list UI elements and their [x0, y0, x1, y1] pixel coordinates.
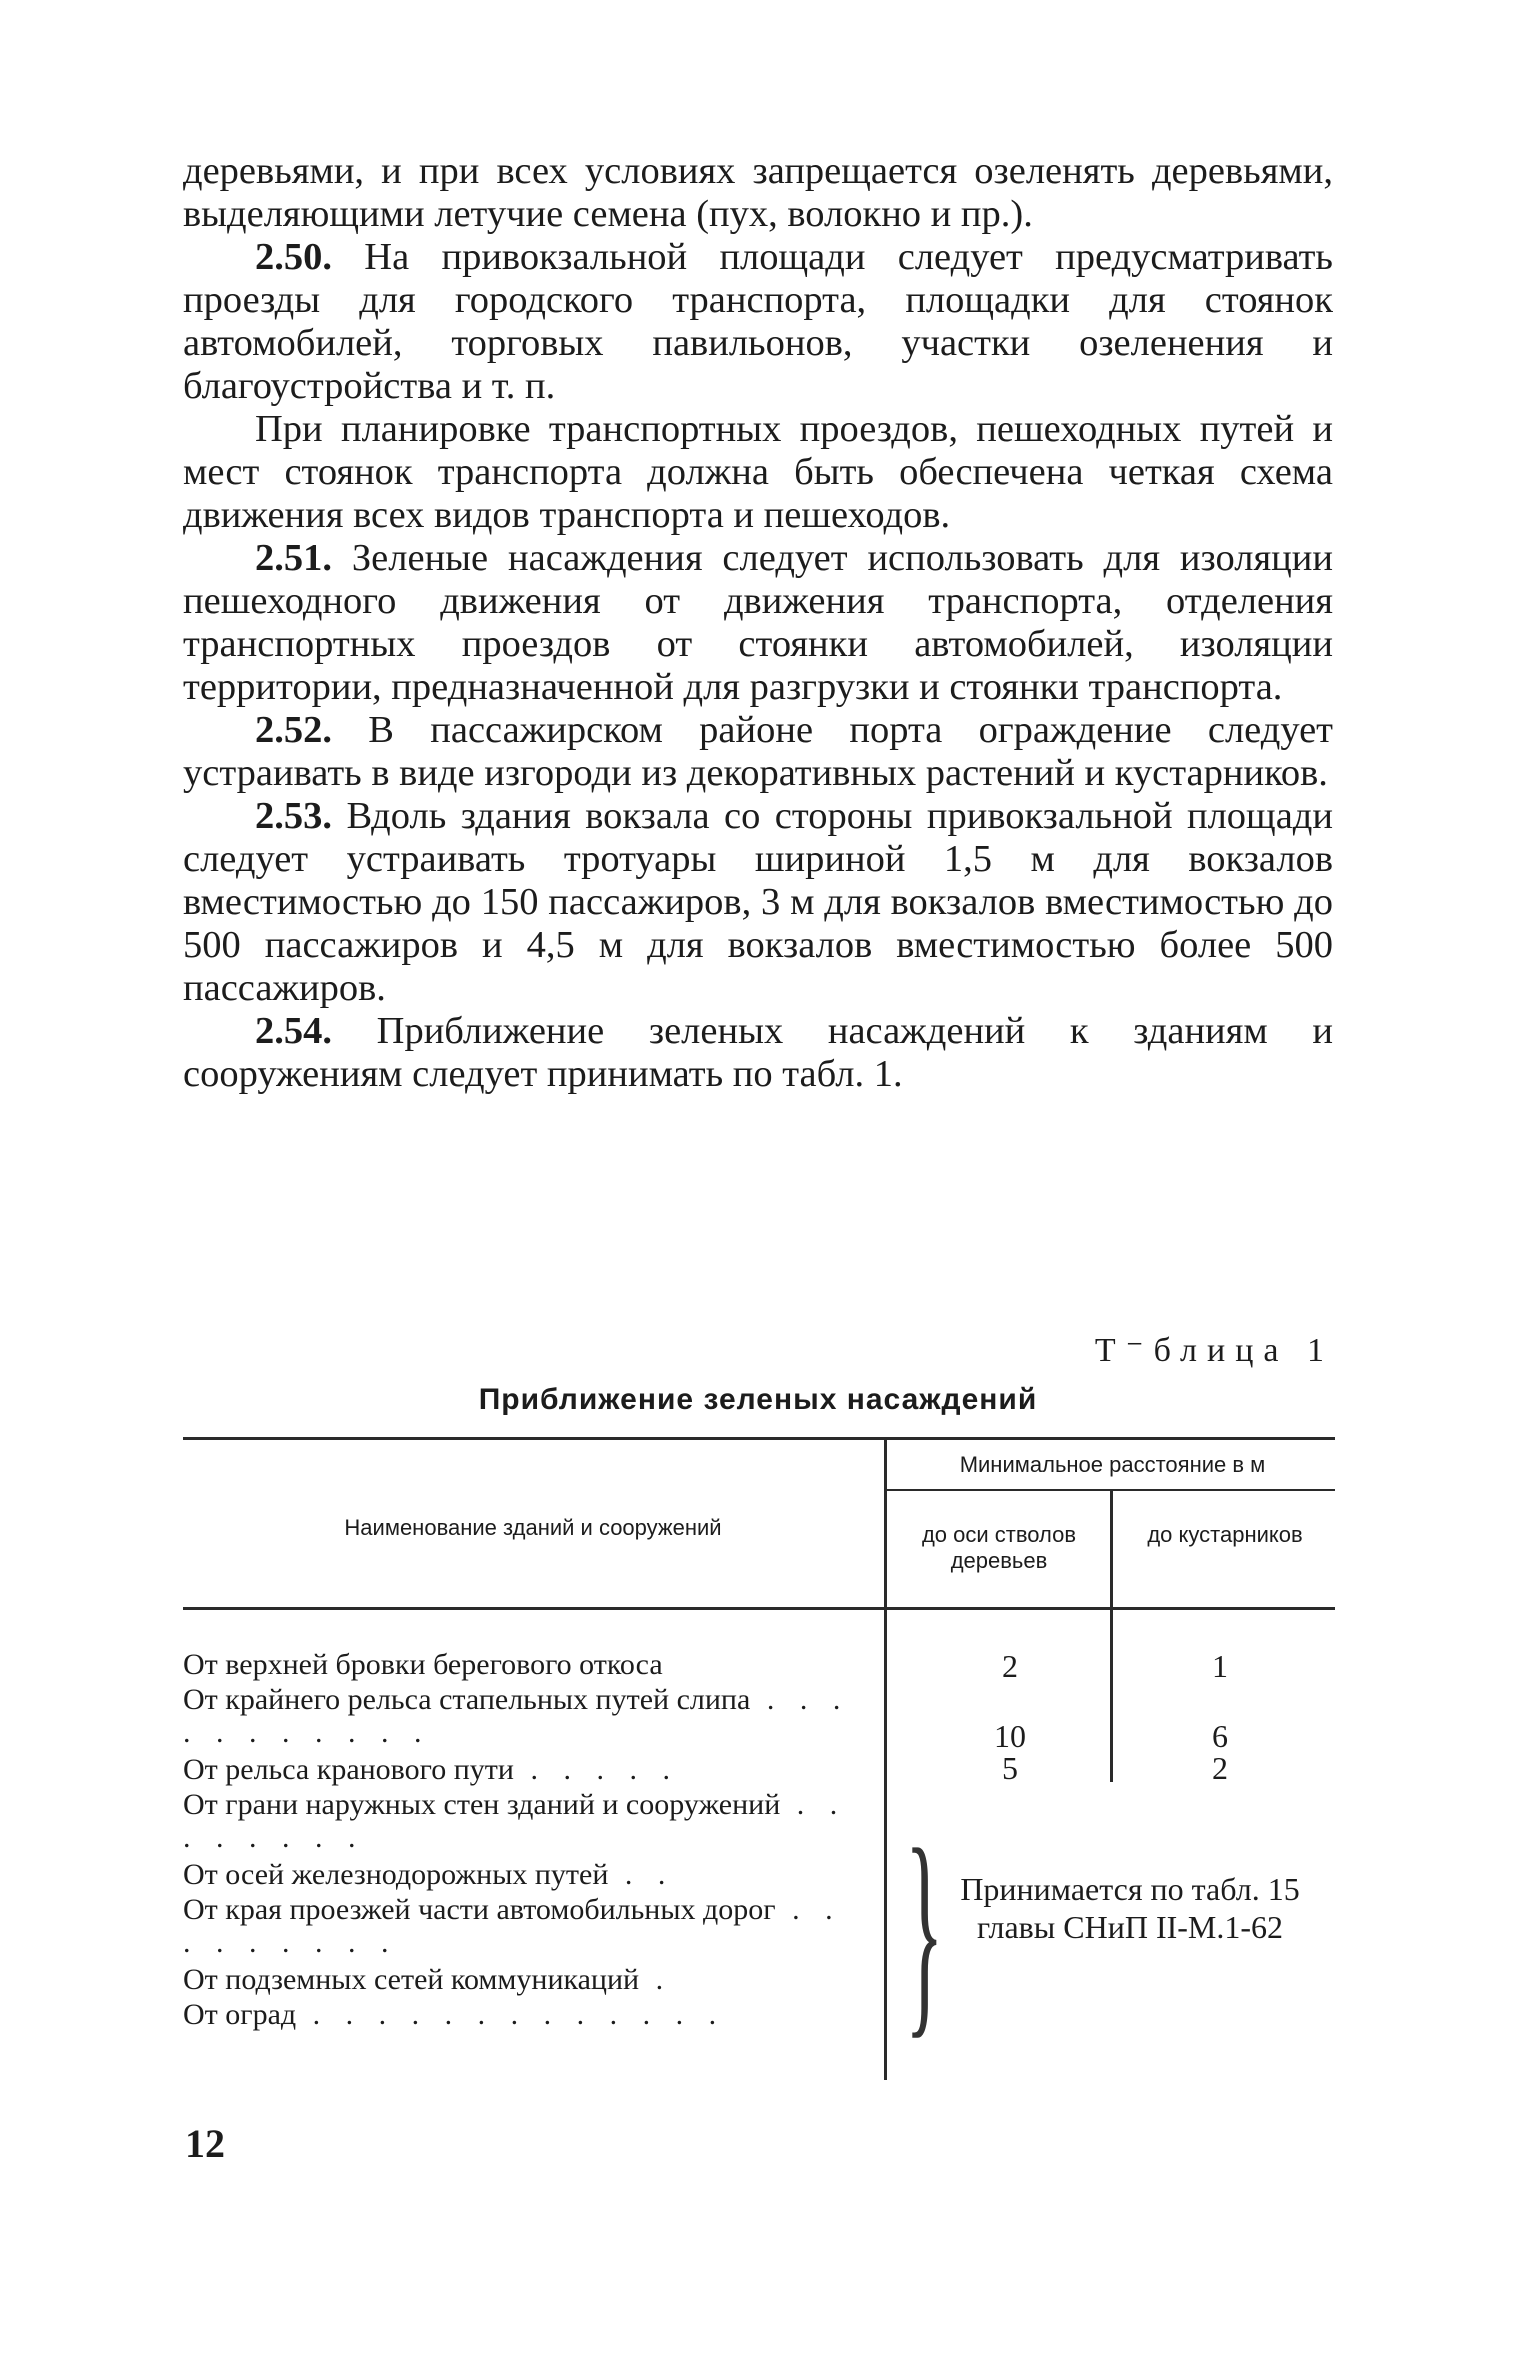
table-row: От края проезжей части автомобильных дорог . . . . . . . . . — [183, 1893, 842, 1959]
paragraph: деревьями, и при всех условиях запрещается озеленять деревьями, выделяющими летучие семена (пух, волокно и пр.). — [183, 150, 1333, 235]
table-cell-trees: 2 — [1002, 1648, 1018, 1684]
table-cell-shrubs: 1 — [1212, 1648, 1228, 1684]
grouping-brace: } — [905, 1802, 944, 2057]
table-row: От оград . . . . . . . . . . . . . — [183, 1998, 726, 2031]
table-row: От осей железнодорожных путей . . — [183, 1858, 675, 1891]
table-cell-trees: 5 — [1002, 1750, 1018, 1786]
table-row: От крайнего рельса стапельных путей слипа . . . . . . . . . . . — [183, 1683, 850, 1749]
table-value-divider-body — [1110, 1610, 1113, 1782]
paragraph: При планировке транспортных проездов, пешеходных путей и мест стоянок транспорта должна быть обеспечена четкая схема движения всех видов транспорта и пешеходов. — [183, 408, 1333, 536]
table-row: От подземных сетей коммуникаций . — [183, 1963, 673, 1996]
clause-number: 2.50. — [255, 236, 332, 278]
header-min-distance: Минимальное расстояние в м — [959, 1452, 1266, 1477]
header-name: Наименование зданий и сооружений — [344, 1515, 722, 1540]
table-row: От грани наружных стен зданий и сооружений . . . . . . . . — [183, 1788, 847, 1854]
table-cell-shrubs: 2 — [1212, 1750, 1228, 1786]
clause-number: 2.52. — [255, 709, 332, 751]
table-top-rule — [183, 1437, 1335, 1440]
page-number: 12 — [185, 2121, 225, 2166]
clause-number: 2.53. — [255, 795, 332, 837]
body-text — [183, 150, 1333, 1096]
paragraph-2-53: 2.53. Вдоль здания вокзала со стороны привокзальной площади следует устраивать тротуары шириной 1,5 м для вокзалов вместимостью до 150 пассажиров, 3 м для вокзалов вместимостью до 500 пассажиров и 4,5 м для вокзалов вместимостью более 500 пассажиров. — [183, 795, 1333, 1009]
merged-note: Принимается по табл. 15 главы СНиП II-М.1-62 — [960, 1871, 1300, 1945]
table-column-divider — [884, 1440, 887, 2080]
clause-number: 2.54. — [255, 1010, 332, 1052]
paragraph-2-50: 2.50. На привокзальной площади следует предусматривать проезды для городского транспорта, площадки для стоянок автомобилей, торговых павильонов, участки озеленения и благоустройства и т. п. — [183, 236, 1333, 407]
table-row: От рельса кранового пути . . . . . — [183, 1753, 679, 1786]
table-title: Приближение зеленых насаждений — [478, 1383, 1038, 1416]
clause-number: 2.51. — [255, 537, 332, 579]
header-shrubs: до кустарников — [1147, 1522, 1303, 1547]
table-cell-shrubs: 6 — [1212, 1718, 1228, 1754]
paragraph-2-54: 2.54. Приближение зеленых насаждений к зданиям и сооружениям следует принимать по табл. 1. — [183, 1010, 1333, 1095]
table-header-bottom-rule — [183, 1607, 1335, 1610]
paragraph-2-52: 2.52. В пассажирском районе порта ограждение следует устраивать в виде изгороди из декоративных растений и кустарников. — [183, 709, 1333, 794]
table-cell-trees: 10 — [994, 1718, 1026, 1754]
paragraph-2-51: 2.51. Зеленые насаждения следует использовать для изоляции пешеходного движения от движения транспорта, отделения транспортных проездов от стоянки автомобилей, изоляции территории, предназначенной для разгрузки и стоянки транспорта. — [183, 537, 1333, 708]
header-trees: до оси стволов деревьев — [921, 1522, 1077, 1573]
table-value-divider — [1110, 1489, 1113, 1609]
table-row: От верхней бровки берегового откоса — [183, 1648, 663, 1681]
table-caption: Т⁻блица 1 — [1094, 1332, 1334, 1369]
